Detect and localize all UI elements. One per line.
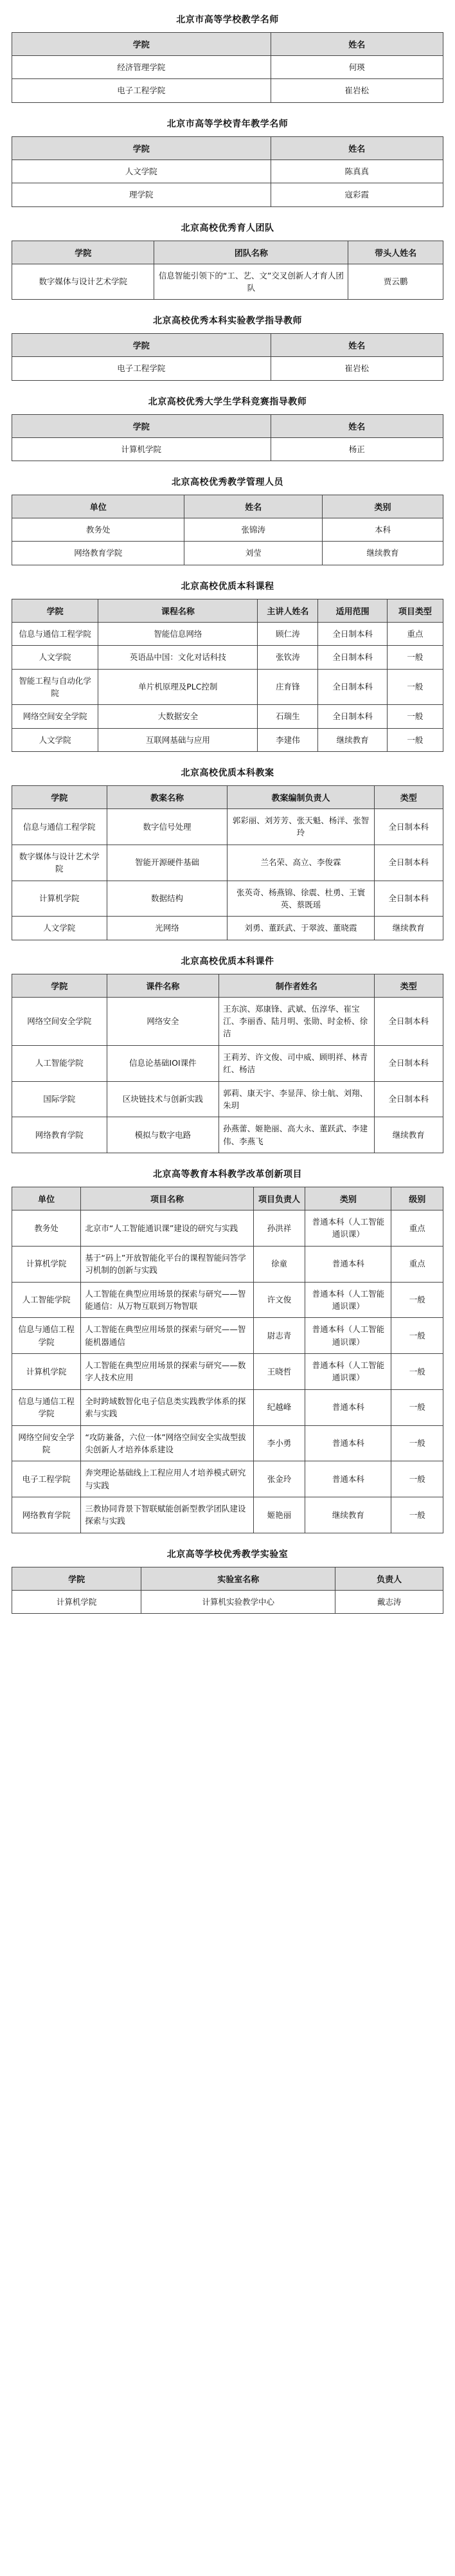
section-table: [12, 241, 443, 300]
table-cell: 网络教育学院: [12, 1117, 107, 1153]
section-title: 北京高校优质本科课程: [181, 581, 274, 592]
table-cell: 三教协同背景下智联赋能创新型教学团队建设探索与实践: [81, 1497, 253, 1533]
column-header: 团队名称: [154, 241, 348, 264]
table-row: [12, 357, 443, 380]
table-row: [12, 1461, 443, 1497]
table-cell: 全日制本科: [374, 1081, 443, 1117]
table-cell: 全日制本科: [374, 997, 443, 1045]
column-header: 姓名: [271, 334, 443, 357]
table-cell: 电子工程学院: [12, 1461, 81, 1497]
column-header: 学院: [12, 974, 107, 997]
table-cell: 崔岩松: [271, 357, 443, 380]
table-cell: 普通本科（人工智能通识课）: [305, 1354, 391, 1390]
column-header: 项目类型: [387, 599, 443, 622]
table-cell: 信息与通信工程学院: [12, 622, 98, 645]
table-cell: 智能信息网络: [98, 622, 258, 645]
section: [12, 314, 443, 380]
header-row: [12, 1187, 443, 1210]
table-cell: 计算机实验教学中心: [141, 1590, 335, 1613]
column-header: 学院: [12, 786, 107, 809]
table-row: [12, 1318, 443, 1354]
table-cell: 继续教育: [323, 542, 443, 565]
table-cell: 寇彩霞: [271, 183, 443, 206]
column-header: 类型: [374, 786, 443, 809]
table-cell: 王晓哲: [253, 1354, 305, 1390]
section: [12, 475, 443, 565]
table-cell: 英语品中国：文化对话科技: [98, 646, 258, 669]
header-row: [12, 334, 443, 357]
table-cell: 贾云鹏: [348, 264, 443, 300]
table-row: [12, 1210, 443, 1247]
table-cell: 计算机学院: [12, 1354, 81, 1390]
table-cell: 一般: [387, 646, 443, 669]
table-cell: 奔突理论基础线上工程应用人才培养模式研究与实践: [81, 1461, 253, 1497]
section-title: 北京高等学校优秀教学实验室: [166, 1549, 289, 1560]
table-cell: 国际学院: [12, 1081, 107, 1117]
table-cell: 继续教育: [374, 1117, 443, 1153]
table-cell: 大数据安全: [98, 705, 258, 728]
header-row: [12, 241, 443, 264]
column-header: 级别: [391, 1187, 443, 1210]
column-header: 学院: [12, 136, 271, 160]
section-table: [12, 1187, 443, 1533]
header-row: [12, 136, 443, 160]
table-cell: 郭彩丽、刘芳芳、张天魁、杨洋、张智玲: [228, 809, 374, 845]
table-cell: 计算机学院: [12, 881, 107, 917]
table-cell: 继续教育: [305, 1497, 391, 1533]
table-cell: 杨正: [271, 437, 443, 461]
table-cell: 一般: [391, 1389, 443, 1425]
column-header: 姓名: [184, 495, 323, 518]
table-cell: 徐童: [253, 1246, 305, 1282]
section: [12, 955, 443, 1153]
column-header: 学院: [12, 414, 271, 437]
column-header: 学院: [12, 599, 98, 622]
table-cell: 普通本科（人工智能通识课）: [305, 1318, 391, 1354]
table-row: [12, 183, 443, 206]
table-cell: 全日制本科: [374, 809, 443, 845]
table-cell: 一般: [391, 1282, 443, 1318]
section: [12, 13, 443, 103]
table-cell: 全日制本科: [374, 845, 443, 881]
table-cell: 计算机学院: [12, 1590, 141, 1613]
table-cell: 人工智能在典型应用场景的探索与研究——智能通信：从万物互联到万物智联: [81, 1282, 253, 1318]
column-header: 制作者姓名: [219, 974, 375, 997]
table-row: [12, 1282, 443, 1318]
table-cell: 数字信号处理: [107, 809, 228, 845]
table-row: [12, 1117, 443, 1153]
table-cell: 网络安全: [107, 997, 219, 1045]
column-header: 学院: [12, 241, 154, 264]
table-row: [12, 728, 443, 751]
table-cell: 网络教育学院: [12, 1497, 81, 1533]
table-cell: 数字媒体与设计艺术学院: [12, 264, 154, 300]
table-cell: 区块链技术与创新实践: [107, 1081, 219, 1117]
header-row: [12, 974, 443, 997]
table-cell: 基于“码上”开放智能化平台的课程智能问答学习机制的创新与实践: [81, 1246, 253, 1282]
header-row: [12, 33, 443, 56]
table-cell: 一般: [387, 728, 443, 751]
column-header: 姓名: [271, 33, 443, 56]
table-cell: 一般: [387, 705, 443, 728]
table-cell: 王东滨、郑康锋、武斌、伍淳华、崔宝江、李丽香、陆月明、张勋、时金桥、徐洁: [219, 997, 375, 1045]
table-cell: 重点: [391, 1210, 443, 1247]
table-cell: 普通本科: [305, 1389, 391, 1425]
header-row: [12, 1567, 443, 1590]
table-cell: 一般: [391, 1425, 443, 1461]
table-cell: 继续教育: [318, 728, 387, 751]
sections-container: [12, 13, 443, 1614]
section-table: [12, 136, 443, 207]
table-cell: 尉志青: [253, 1318, 305, 1354]
table-cell: 计算机学院: [12, 437, 271, 461]
column-header: 课件名称: [107, 974, 219, 997]
column-header: 项目名称: [81, 1187, 253, 1210]
column-header: 单位: [12, 495, 184, 518]
table-cell: 人工智能在典型应用场景的探索与研究——智能机器通信: [81, 1318, 253, 1354]
column-header: 姓名: [271, 414, 443, 437]
table-row: [12, 437, 443, 461]
table-cell: 数字媒体与设计艺术学院: [12, 845, 107, 881]
section-title: 北京高校优质本科教案: [181, 768, 274, 778]
section-title: 北京市高等学校青年教学名师: [166, 118, 289, 129]
table-cell: 普通本科: [305, 1461, 391, 1497]
table-cell: 李小勇: [253, 1425, 305, 1461]
section-title: 北京高校优秀育人团队: [181, 223, 274, 233]
table-cell: 张英奇、杨燕锦、徐震、杜勇、王寰英、蔡既瑶: [228, 881, 374, 917]
table-row: [12, 1045, 443, 1081]
table-cell: 模拟与数字电路: [107, 1117, 219, 1153]
table-cell: 全日制本科: [374, 1045, 443, 1081]
table-cell: 网络空间安全学院: [12, 997, 107, 1045]
table-row: [12, 997, 443, 1045]
table-cell: 一般: [391, 1318, 443, 1354]
table-cell: 继续教育: [374, 917, 443, 940]
table-cell: 计算机学院: [12, 1246, 81, 1282]
table-cell: 人文学院: [12, 917, 107, 940]
table-cell: 普通本科（人工智能通识课）: [305, 1210, 391, 1247]
table-cell: 张金玲: [253, 1461, 305, 1497]
table-cell: 普通本科: [305, 1425, 391, 1461]
table-cell: 全日制本科: [318, 646, 387, 669]
table-cell: 经济管理学院: [12, 56, 271, 79]
table-cell: 人文学院: [12, 160, 271, 183]
table-cell: 戴志涛: [335, 1590, 443, 1613]
column-header: 类别: [323, 495, 443, 518]
header-row: [12, 495, 443, 518]
table-row: [12, 542, 443, 565]
table-cell: 许文俊: [253, 1282, 305, 1318]
section-table: [12, 32, 443, 103]
table-row: [12, 881, 443, 917]
table-cell: 教务处: [12, 1210, 81, 1247]
column-header: 负责人: [335, 1567, 443, 1590]
table-cell: 一般: [387, 669, 443, 705]
table-cell: 全日制本科: [374, 881, 443, 917]
table-cell: 孙燕蕾、姬艳丽、高大永、董跃武、李建伟、李燕飞: [219, 1117, 375, 1153]
table-row: [12, 669, 443, 705]
table-cell: 普通本科（人工智能通识课）: [305, 1282, 391, 1318]
section-table: [12, 599, 443, 752]
section-table: [12, 785, 443, 940]
section-table: [12, 333, 443, 380]
table-cell: 王莉芳、许文俊、司中威、顾明祥、林青红、杨洁: [219, 1045, 375, 1081]
table-cell: 兰名荣、高立、李俊霖: [228, 845, 374, 881]
column-header: 课程名称: [98, 599, 258, 622]
section: [12, 766, 443, 940]
table-cell: 刘莹: [184, 542, 323, 565]
column-header: 教案名称: [107, 786, 228, 809]
table-cell: 人文学院: [12, 728, 98, 751]
section-table: [12, 414, 443, 461]
table-row: [12, 845, 443, 881]
table-row: [12, 705, 443, 728]
table-row: [12, 646, 443, 669]
table-cell: 张钦涛: [258, 646, 318, 669]
table-row: [12, 79, 443, 102]
table-cell: 纪越峰: [253, 1389, 305, 1425]
section: [12, 580, 443, 752]
section: [12, 395, 443, 461]
column-header: 类型: [374, 974, 443, 997]
column-header: 类别: [305, 1187, 391, 1210]
table-row: [12, 622, 443, 645]
column-header: 教案编制负责人: [228, 786, 374, 809]
table-cell: 张锦涛: [184, 518, 323, 542]
table-cell: 智能开源硬件基础: [107, 845, 228, 881]
table-cell: 陈真真: [271, 160, 443, 183]
table-cell: 何瑛: [271, 56, 443, 79]
table-cell: 信息与通信工程学院: [12, 1318, 81, 1354]
section-title: 北京高等教育本科教学改革创新项目: [153, 1169, 302, 1180]
table-cell: 信息与通信工程学院: [12, 809, 107, 845]
table-cell: 光网络: [107, 917, 228, 940]
table-cell: 网络空间安全学院: [12, 705, 98, 728]
table-cell: 信息与通信工程学院: [12, 1389, 81, 1425]
column-header: 实验室名称: [141, 1567, 335, 1590]
table-cell: 电子工程学院: [12, 79, 271, 102]
table-cell: 教务处: [12, 518, 184, 542]
table-cell: 一般: [391, 1497, 443, 1533]
table-cell: 全日制本科: [318, 705, 387, 728]
table-row: [12, 1389, 443, 1425]
table-cell: 一般: [391, 1461, 443, 1497]
section: [12, 1167, 443, 1533]
section-title: 北京高校优质本科课件: [181, 956, 274, 967]
table-cell: 全时跨域数智化电子信息类实践教学体系的探索与实践: [81, 1389, 253, 1425]
header-row: [12, 786, 443, 809]
table-row: [12, 1590, 443, 1613]
table-cell: 人工智能在典型应用场景的探索与研究——数字人技术应用: [81, 1354, 253, 1390]
column-header: 带头人姓名: [348, 241, 443, 264]
table-cell: 理学院: [12, 183, 271, 206]
column-header: 姓名: [271, 136, 443, 160]
table-cell: “攻防兼备，六位一体”网络空间安全实战型拔尖创新人才培养体系建设: [81, 1425, 253, 1461]
table-cell: 互联网基础与应用: [98, 728, 258, 751]
table-cell: 李建伟: [258, 728, 318, 751]
section: [12, 117, 443, 207]
table-cell: 全日制本科: [318, 622, 387, 645]
table-row: [12, 1354, 443, 1390]
table-row: [12, 1425, 443, 1461]
table-row: [12, 264, 443, 300]
section-title: 北京高校优秀大学生学科竞赛指导教师: [148, 396, 307, 407]
section-table: [12, 1567, 443, 1614]
table-cell: 信息论基础IOI课件: [107, 1045, 219, 1081]
table-cell: 人工智能学院: [12, 1282, 81, 1318]
table-cell: 信息智能引领下的“工、艺、文”交叉创新人才育人团队: [154, 264, 348, 300]
column-header: 主讲人姓名: [258, 599, 318, 622]
column-header: 适用范围: [318, 599, 387, 622]
table-cell: 数据结构: [107, 881, 228, 917]
table-cell: 重点: [387, 622, 443, 645]
column-header: 学院: [12, 334, 271, 357]
section-table: [12, 495, 443, 565]
column-header: 项目负责人: [253, 1187, 305, 1210]
table-cell: 重点: [391, 1246, 443, 1282]
table-cell: 人文学院: [12, 646, 98, 669]
column-header: 单位: [12, 1187, 81, 1210]
table-cell: 崔岩松: [271, 79, 443, 102]
table-cell: 北京市“人工智能通识课”建设的研究与实践: [81, 1210, 253, 1247]
table-cell: 庄育锋: [258, 669, 318, 705]
table-cell: 刘勇、董跃武、于翠波、董晓霞: [228, 917, 374, 940]
table-row: [12, 1497, 443, 1533]
table-cell: 单片机原理及PLC控制: [98, 669, 258, 705]
section-title: 北京市高等学校教学名师: [176, 15, 279, 25]
section: [12, 221, 443, 300]
table-row: [12, 917, 443, 940]
header-row: [12, 599, 443, 622]
table-cell: 石瑞生: [258, 705, 318, 728]
table-cell: 一般: [391, 1354, 443, 1390]
column-header: 学院: [12, 1567, 141, 1590]
table-cell: 姬艳丽: [253, 1497, 305, 1533]
table-row: [12, 1246, 443, 1282]
table-row: [12, 809, 443, 845]
table-cell: 智能工程与自动化学院: [12, 669, 98, 705]
table-cell: 顾仁涛: [258, 622, 318, 645]
section: [12, 1548, 443, 1614]
table-cell: 电子工程学院: [12, 357, 271, 380]
table-row: [12, 518, 443, 542]
section-title: 北京高校优秀本科实验教学指导教师: [153, 316, 302, 327]
table-cell: 孙洪祥: [253, 1210, 305, 1247]
header-row: [12, 414, 443, 437]
section-title: 北京高校优秀教学管理人员: [172, 477, 283, 488]
section-table: [12, 974, 443, 1153]
table-cell: 本科: [323, 518, 443, 542]
table-row: [12, 1081, 443, 1117]
table-cell: 网络教育学院: [12, 542, 184, 565]
table-cell: 全日制本科: [318, 669, 387, 705]
table-row: [12, 56, 443, 79]
table-cell: 网络空间安全学院: [12, 1425, 81, 1461]
column-header: 学院: [12, 33, 271, 56]
table-cell: 郭莉、康天宇、李显萍、徐士航、刘翔、朱玥: [219, 1081, 375, 1117]
table-cell: 普通本科: [305, 1246, 391, 1282]
table-row: [12, 160, 443, 183]
table-cell: 人工智能学院: [12, 1045, 107, 1081]
